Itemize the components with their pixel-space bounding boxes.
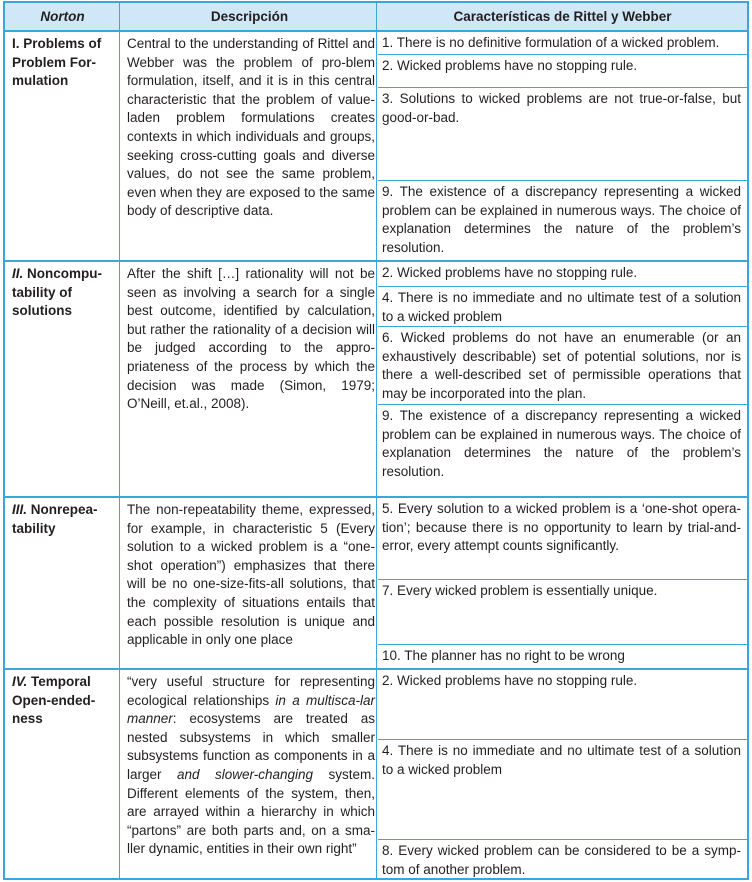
characteristic-item: 8. Every wicked problem can be considered to be a symp-tom of another problem.: [378, 839, 747, 880]
norton-numeral: I.: [12, 36, 20, 51]
norton-category: [12, 501, 117, 538]
description-part: : ecosystems are treated as nested subsystems in which smaller subsystems function as components in a larger: [127, 711, 375, 782]
norton-title: Problems of Problem For-mulation: [12, 36, 102, 89]
characteristic-item: 2. Wicked problems have no stopping rule.: [378, 54, 747, 87]
norton-category: [12, 35, 117, 91]
description-text: [127, 673, 375, 859]
norton-title: Nonrepea-tability: [12, 502, 98, 536]
description-text: The non-repeatability theme, expressed, for example, in characteristic 5 (Every solution to a wicked problem is a “one-shot operation”) emphasizes that there will be no one-size-fits-all solutions, that the complexity of situations entails that each possible resolution is unique and applicable in only one place: [127, 502, 375, 648]
description-italic-part: in a multisca-lar manner: [127, 692, 375, 727]
header-descripcion: Descripción: [210, 9, 289, 24]
characteristic-item: 1. There is no definitive formulation of a wicked problem.: [382, 35, 720, 50]
characteristic-item: 9. The existence of a discrepancy representing a wicked problem can be explained in numerous ways. The choice of explanation determines the nature of the problem’s resolution.: [378, 180, 747, 260]
characteristic-item: 2. Wicked problems have no stopping rule.: [382, 673, 638, 688]
characteristic-item: 9. The existence of a discrepancy representing a wicked problem can be explained in numerous ways. The choice of explanation determines the nature of the problem’s resolution.: [378, 404, 747, 496]
description-italic-part: and slower-changing: [176, 766, 314, 782]
characteristic-item: 2. Wicked problems have no stopping rule.: [382, 265, 638, 280]
norton-category: [12, 265, 117, 321]
table-row: [5, 32, 747, 260]
header-caracteristicas: Características de Rittel y Webber: [453, 9, 672, 24]
description-part: “very useful structure for representing ecological relationships: [127, 674, 375, 708]
header-norton: Norton: [40, 9, 85, 24]
table-row: [5, 260, 747, 496]
characteristic-item: 7. Every wicked problem is essentially unique.: [378, 579, 747, 644]
characteristic-item: 4. There is no immediate and no ultimate test of a solution to a wicked problem: [378, 739, 747, 839]
rittel-webber-table: [3, 1, 749, 880]
norton-numeral: III.: [12, 502, 28, 517]
description-text: Central to the understanding of Rittel and Webber was the problem of pro-blem formulation, itself, and it is in this central characteristic that the problem of value-laden problem formulations creates contexts in which individuals and groups, seeking cross-cutting goals and diverse values, do not see the same problem, even when they are exposed to the same body of descriptive data.: [127, 36, 375, 219]
norton-category: [12, 673, 117, 729]
table-row: [5, 496, 747, 668]
norton-numeral: IV.: [12, 674, 28, 689]
characteristic-item: 10. The planner has no right to be wrong: [378, 644, 747, 670]
norton-title: Temporal Open-ended-ness: [12, 674, 96, 727]
norton-title: Noncompu-tability of solutions: [12, 266, 103, 319]
table-row: [5, 668, 747, 878]
description-part: system. Different elements of the system, then, are arrayed within a hierarchy in which “partons” are both parts and, on a sma-ller dynamic, entities in their own right”: [127, 766, 375, 857]
description-text: After the shift […] rationality will not be seen as involving a search for a single best outcome, identified by calculation, but rather the rationality of a decision will be judged according to the appro-priateness of the process by which the decision was made (Simon, 1979; O’Neill, et.al., 2008).: [127, 266, 375, 412]
characteristic-item: 5. Every solution to a wicked problem is a ‘one-shot opera-tion’; because there is no opportunity to learn by trial-and-error, every attempt counts significantly.: [382, 501, 741, 554]
norton-numeral: II.: [12, 266, 24, 281]
characteristic-item: 3. Solutions to wicked problems are not true-or-false, but good-or-bad.: [378, 87, 747, 180]
characteristic-item: 4. There is no immediate and no ultimate test of a solution to a wicked problem: [378, 286, 747, 326]
characteristic-item: 6. Wicked problems do not have an enumerable (or an exhaustively describable) set of potential solutions, nor is there a well-described set of permissible operations that may be incorporated into the plan.: [378, 326, 747, 404]
